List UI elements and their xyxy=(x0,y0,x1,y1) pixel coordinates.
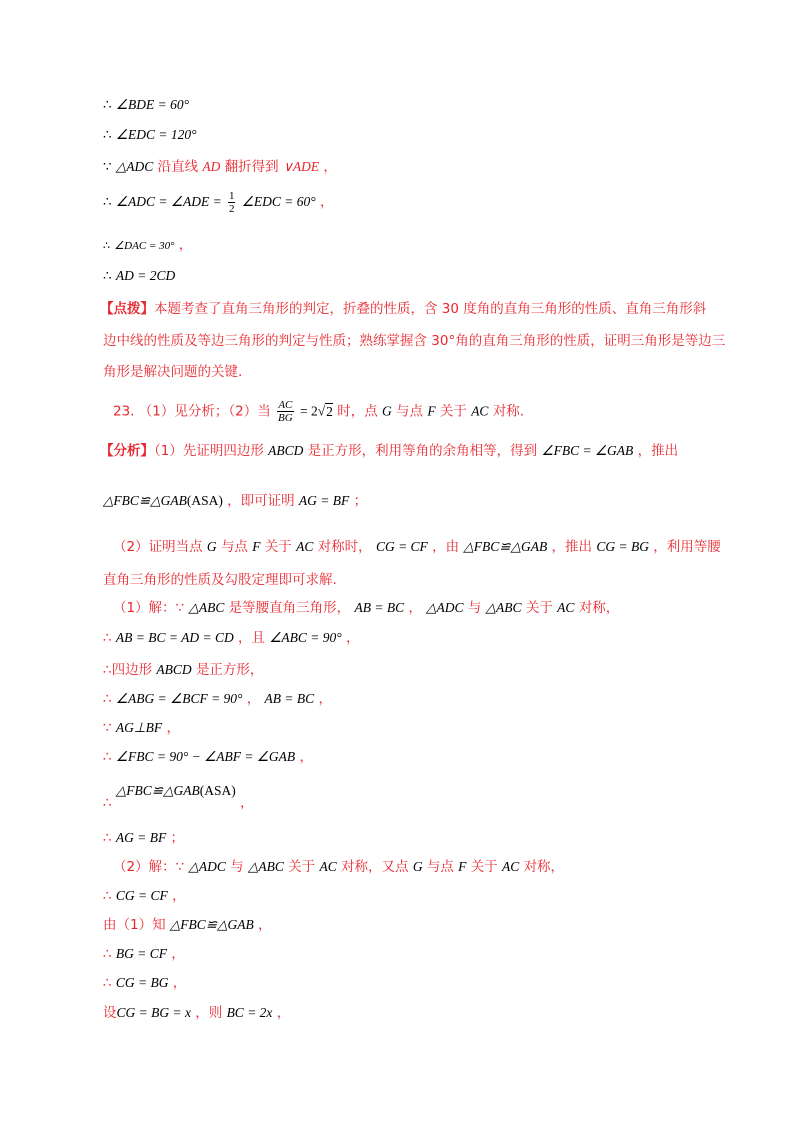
text-segment: 关于 xyxy=(439,403,467,420)
math-expression: △FBC≌△GAB xyxy=(169,917,254,932)
math-expression: AB = BC xyxy=(264,691,315,706)
analysis-label: 【分析】 xyxy=(100,443,154,459)
text-segment: 关于 xyxy=(470,859,498,875)
text-segment: ， xyxy=(318,691,332,707)
text-segment: ， xyxy=(276,1005,291,1021)
text-segment: ， xyxy=(299,749,313,765)
text-segment: 本题考查了直角三角形的判定，折叠的性质，含 30 度角的直角三角形的性质、直角三角形斜 xyxy=(154,301,707,317)
sqrt-radicand: 2 xyxy=(326,403,333,419)
math-expression: CG = BG = x xyxy=(116,1005,191,1020)
text-segment: 对称， xyxy=(523,859,565,875)
solution-2-line xyxy=(113,857,564,877)
math-expression: G xyxy=(412,859,423,874)
text-segment: 关于 xyxy=(288,859,316,875)
solution-label: （1）解： xyxy=(113,600,176,616)
line-dac xyxy=(103,235,192,256)
fraction xyxy=(228,190,236,215)
math-expression: ∠BDE = 60° xyxy=(115,97,189,112)
fraction-numerator: 1 xyxy=(228,190,235,202)
text-segment: ， xyxy=(408,600,422,616)
therefore-symbol: ∴ xyxy=(103,194,112,210)
solution-1-step-1 xyxy=(103,628,359,648)
text-segment: （1）先证明四边形 xyxy=(154,443,264,459)
math-expression: G xyxy=(382,403,392,419)
text-segment: ，推出 xyxy=(551,539,593,555)
fraction-numerator: AC xyxy=(278,399,293,411)
text-segment: ， xyxy=(345,630,360,646)
text-segment: 对称，又点 xyxy=(341,859,409,875)
solution-1-step-5 xyxy=(103,747,313,767)
solution-2-step-5 xyxy=(103,1003,290,1023)
therefore-symbol: ∴ xyxy=(103,239,110,252)
math-expression: △ABC xyxy=(247,859,284,874)
punctuation: ， xyxy=(178,237,193,253)
math-expression: AD xyxy=(202,159,221,174)
math-expression: ∠EDC = 120° xyxy=(115,127,197,142)
fraction-denominator: 2 xyxy=(228,203,235,215)
therefore-symbol: ∴ xyxy=(103,127,112,143)
math-expression: ∠EDC = 60° xyxy=(241,194,316,209)
math-expression: = 2 xyxy=(299,403,318,419)
text-segment: （1）见分析；（2）当 xyxy=(138,403,271,420)
therefore-symbol: ∴ xyxy=(103,97,112,113)
math-expression: ABCD xyxy=(156,662,192,677)
therefore-symbol: ∴ xyxy=(103,946,112,962)
fraction-denominator: BG xyxy=(278,412,293,424)
text-segment: 角形是解决问题的关键. xyxy=(103,364,243,380)
math-expression: CG = CF xyxy=(375,539,428,554)
math-expression: AB = BC = AD = CD xyxy=(115,630,234,645)
solution-2-step-3 xyxy=(103,944,185,964)
therefore-symbol: ∴ xyxy=(103,268,112,284)
because-symbol: ∵ xyxy=(103,159,112,175)
math-expression: AG = BF xyxy=(115,830,167,845)
therefore-symbol: ∴ xyxy=(103,662,112,678)
math-expression: AD = 2CD xyxy=(115,268,176,283)
question-number: 23. xyxy=(113,403,135,420)
comment-line-1 xyxy=(100,299,706,319)
text-segment: 是正方形，利用等角的余角相等，得到 xyxy=(307,443,538,459)
math-expression: AC xyxy=(557,600,575,615)
text-segment: 时，点 xyxy=(337,403,378,420)
text-segment: 与点 xyxy=(426,859,454,875)
text-segment: ，且 xyxy=(238,630,266,646)
text-segment: ， xyxy=(240,795,254,811)
math-expression: AC xyxy=(319,859,337,874)
text-segment: ， xyxy=(171,946,185,962)
math-expression: ∠ADC = ∠ADE = xyxy=(115,194,222,209)
analysis-line-4 xyxy=(103,570,337,590)
text-segment: ，则 xyxy=(195,1005,223,1021)
comment-line-2 xyxy=(103,331,725,351)
line-edc xyxy=(103,125,197,145)
math-expression: CG = CF xyxy=(115,888,168,903)
text-segment: 由（1）知 xyxy=(103,917,166,933)
text-segment: 沿直线 xyxy=(157,159,199,175)
solution-1-step-3 xyxy=(103,689,332,709)
comment-line-3 xyxy=(103,362,242,382)
math-expression: △FBC≌△GAB xyxy=(103,493,187,508)
because-symbol: ∵ xyxy=(175,600,185,616)
math-expression: ∠FBC = 90° − ∠ABF = ∠GAB xyxy=(115,749,296,764)
text-segment: 关于 xyxy=(264,539,292,555)
math-expression: F xyxy=(252,539,261,554)
math-expression: ∠FBC = ∠GAB xyxy=(541,443,634,458)
math-expression: CG = BG xyxy=(596,539,649,554)
text-segment: 直角三角形的性质及勾股定理即可求解. xyxy=(103,572,337,588)
text-segment: 四边形 xyxy=(111,662,153,678)
solution-label: （2）解： xyxy=(113,859,176,875)
math-expression: AC xyxy=(502,859,520,874)
math-expression: AG⊥BF xyxy=(115,720,163,735)
punctuation: ， xyxy=(319,194,334,210)
therefore-symbol: ∴ xyxy=(103,630,112,646)
text-segment: （2）证明当点 xyxy=(113,539,203,555)
text-segment: ，利用等腰 xyxy=(653,539,721,555)
text-segment: ，由 xyxy=(432,539,460,555)
because-symbol: ∵ xyxy=(175,859,185,875)
math-expression: △ADC xyxy=(188,859,226,874)
text-segment: ， xyxy=(166,720,180,736)
text-segment: 边中线的性质及等边三角形的判定与性质；熟练掌握含 30°角的直角三角形的性质，证明三角形是等边三 xyxy=(103,333,726,349)
therefore-symbol: ∴ xyxy=(103,795,112,811)
math-expression: △ADC xyxy=(115,159,154,174)
text-segment: ， xyxy=(246,691,261,707)
math-expression: △FBC≌△GAB xyxy=(115,783,200,798)
solution-1-step-6 xyxy=(103,781,254,811)
fraction xyxy=(277,399,294,424)
line-fold xyxy=(103,157,337,177)
math-expression: AB = BC xyxy=(354,600,405,615)
punctuation: ， xyxy=(323,159,337,175)
text-segment: 是正方形， xyxy=(195,662,264,678)
text-segment: 关于 xyxy=(525,600,553,616)
text-segment: 与 xyxy=(467,600,482,616)
therefore-symbol: ∴ xyxy=(103,975,112,991)
text-segment: 对称， xyxy=(578,600,620,616)
solution-1-line xyxy=(113,598,619,618)
solution-2-step-2 xyxy=(103,915,272,935)
line-bde xyxy=(103,95,189,115)
math-expression: F xyxy=(458,859,467,874)
text-segment: ， xyxy=(172,888,186,904)
text-segment: 对称时， xyxy=(317,539,372,555)
analysis-line-2 xyxy=(103,491,367,511)
solution-1-step-4 xyxy=(103,718,180,738)
math-expression: ∠ABC = 90° xyxy=(269,630,342,645)
text-segment: ，推出 xyxy=(637,443,679,459)
math-expression: ∨ADE xyxy=(282,159,320,174)
solution-2-step-4 xyxy=(103,973,186,993)
math-expression: F xyxy=(427,403,436,419)
text-segment: ； xyxy=(353,493,368,509)
line-ad xyxy=(103,266,175,286)
math-expression: AC xyxy=(296,539,314,554)
math-expression: ABCD xyxy=(268,443,304,458)
math-expression: (ASA) xyxy=(199,783,236,798)
math-expression: BG = CF xyxy=(115,946,167,961)
text-segment: 设 xyxy=(103,1005,117,1021)
therefore-symbol: ∴ xyxy=(103,691,112,707)
math-expression: △ABC xyxy=(188,600,225,615)
math-expression: ∠ABG = ∠BCF = 90° xyxy=(115,691,243,706)
text-segment: 与点 xyxy=(220,539,248,555)
solution-1-step-2 xyxy=(103,660,263,680)
math-expression: △FBC≌△GAB xyxy=(463,539,548,554)
text-segment: 与点 xyxy=(396,403,424,420)
therefore-symbol: ∴ xyxy=(103,888,112,904)
solution-1-step-7 xyxy=(103,828,184,848)
text-segment: ，即可证明 xyxy=(227,493,295,509)
math-expression: AG = BF xyxy=(298,493,350,508)
answer-23-line: 23. （1）见分析；（2）当 $\frac{AC}{BG}$ = 2√2 时，点 G 与点 F 关于 AC 对称. xyxy=(113,399,525,424)
comment-label: 【点拨】 xyxy=(100,301,154,317)
math-expression: G xyxy=(206,539,217,554)
therefore-symbol: ∴ xyxy=(103,749,112,765)
text-segment: 对称. xyxy=(492,403,525,420)
math-expression: △ABC xyxy=(485,600,522,615)
analysis-line-1 xyxy=(100,441,678,461)
math-expression: BC = 2x xyxy=(226,1005,273,1020)
therefore-symbol: ∴ xyxy=(103,830,112,846)
text-segment: 是等腰直角三角形， xyxy=(228,600,351,616)
text-segment: ， xyxy=(172,975,187,991)
text-segment: 翻折得到 xyxy=(224,159,279,175)
analysis-line-3 xyxy=(113,537,721,557)
math-expression: AC xyxy=(471,403,489,419)
text-segment: ， xyxy=(258,917,272,933)
because-symbol: ∵ xyxy=(103,720,112,736)
math-expression: (ASA) xyxy=(186,493,223,508)
line-adc xyxy=(103,190,333,215)
solution-2-step-1 xyxy=(103,886,186,906)
text-segment: ； xyxy=(170,830,185,846)
math-expression: ∠DAC = 30° xyxy=(114,240,175,252)
text-segment: 与 xyxy=(230,859,244,875)
math-expression: △ADC xyxy=(426,600,464,615)
math-expression: CG = BG xyxy=(115,975,169,990)
